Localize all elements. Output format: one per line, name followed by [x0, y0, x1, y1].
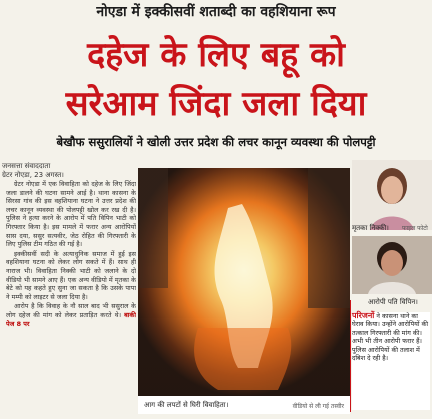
- accused-portrait-caption: आरोपी पति विपिन।: [368, 298, 418, 306]
- article-body: [6, 180, 136, 415]
- body-paragraph: इक्कीसवीं सदी के अत्याधुनिक समाज में हुई इस वहशियाना घटना को लेकर लोग सकते में हैं। साथ ही नाराज भी। विवाहिता निक्की भाटी को जलाने के दो वीडियो भी सामने आए हैं। एक अन्य वीडियो में मृतका के बेटे को यह कहते हुए सुना जा सकता है कि उसके पापा ने मम्मी को लाइटर से जला दिया है।: [6, 249, 136, 301]
- byline: [2, 162, 64, 180]
- continuation-reference: बाकी पेज 8 पर: [6, 310, 136, 328]
- sidebar-text: ने कासना थाने का घेराव किया। उन्होंने आरोपियों की तत्काल गिरफ्तारी की मांग की। अभी भी तीन आरोपी फरार हैं। पुलिस आरोपियों की तलाश में दबिश दे रही है।: [352, 312, 429, 363]
- accused-portrait-image: [352, 236, 432, 294]
- victim-portrait-credit: फाइल फोटो: [402, 225, 428, 232]
- victim-portrait: [352, 160, 432, 230]
- byline-agency: जनसत्ता संवाददाता: [2, 162, 51, 170]
- kicker-strap: नोएडा में इक्कीसवीं शताब्दी का वहशियाना रूप: [96, 4, 336, 20]
- body-paragraph: [6, 302, 136, 328]
- fire-image: [138, 168, 350, 414]
- photo-credit: वीडियो से ली गई तस्वीर: [292, 403, 344, 410]
- subheadline: बेखौफ ससुरालियों ने खोली उत्तर प्रदेश की लचर कानून व्यवस्था की पोलपट्टी: [56, 135, 376, 149]
- victim-portrait-image: [352, 160, 432, 230]
- body-paragraph: ग्रेटर नोएडा में एक विवाहिता को दहेज के लिए जिंदा जला डालने की घटना सामने आई है। थाना कासना के सिरसा गांव की इस वहशियाना घटना ने उत्तर प्रदेश की लचर कानून व्यवस्था की पोलपट्टी खोल कर रख दी है। पुलिस ने हत्या करने के आरोप में पति विपिन भाटी को गिरफ्तार किया है। इस मामले में फरार अन्य आरोपियों सास दया, ससुर सत्यवीर, जेठ रोहित की गिरफ्तारी के लिए पुलिस टीम गठित की गई है।: [6, 180, 136, 249]
- headline-line-2: सरेआम जिंदा जला दिया: [65, 84, 367, 124]
- sidebar-box: [352, 312, 430, 410]
- byline-dateline: ग्रेटर नोएडा, 23 अगस्त।: [2, 171, 64, 179]
- sidebar-rule: [350, 300, 351, 412]
- sidebar-lead: परिजनों: [352, 311, 375, 320]
- photo-caption: आग की लपटों से घिरी विवाहिता।: [144, 401, 229, 409]
- victim-portrait-caption: मृतका निक्की।: [352, 224, 389, 232]
- accused-portrait: [352, 236, 432, 294]
- main-photo: [138, 168, 350, 414]
- headline-line-1: दहेज के लिए बहू को: [87, 35, 345, 75]
- body-paragraph-text: आरोप है कि विवाह के नौ साल बाद भी ससुराल के लोग दहेज की मांग को लेकर प्रताड़ित करते थे।: [6, 302, 136, 319]
